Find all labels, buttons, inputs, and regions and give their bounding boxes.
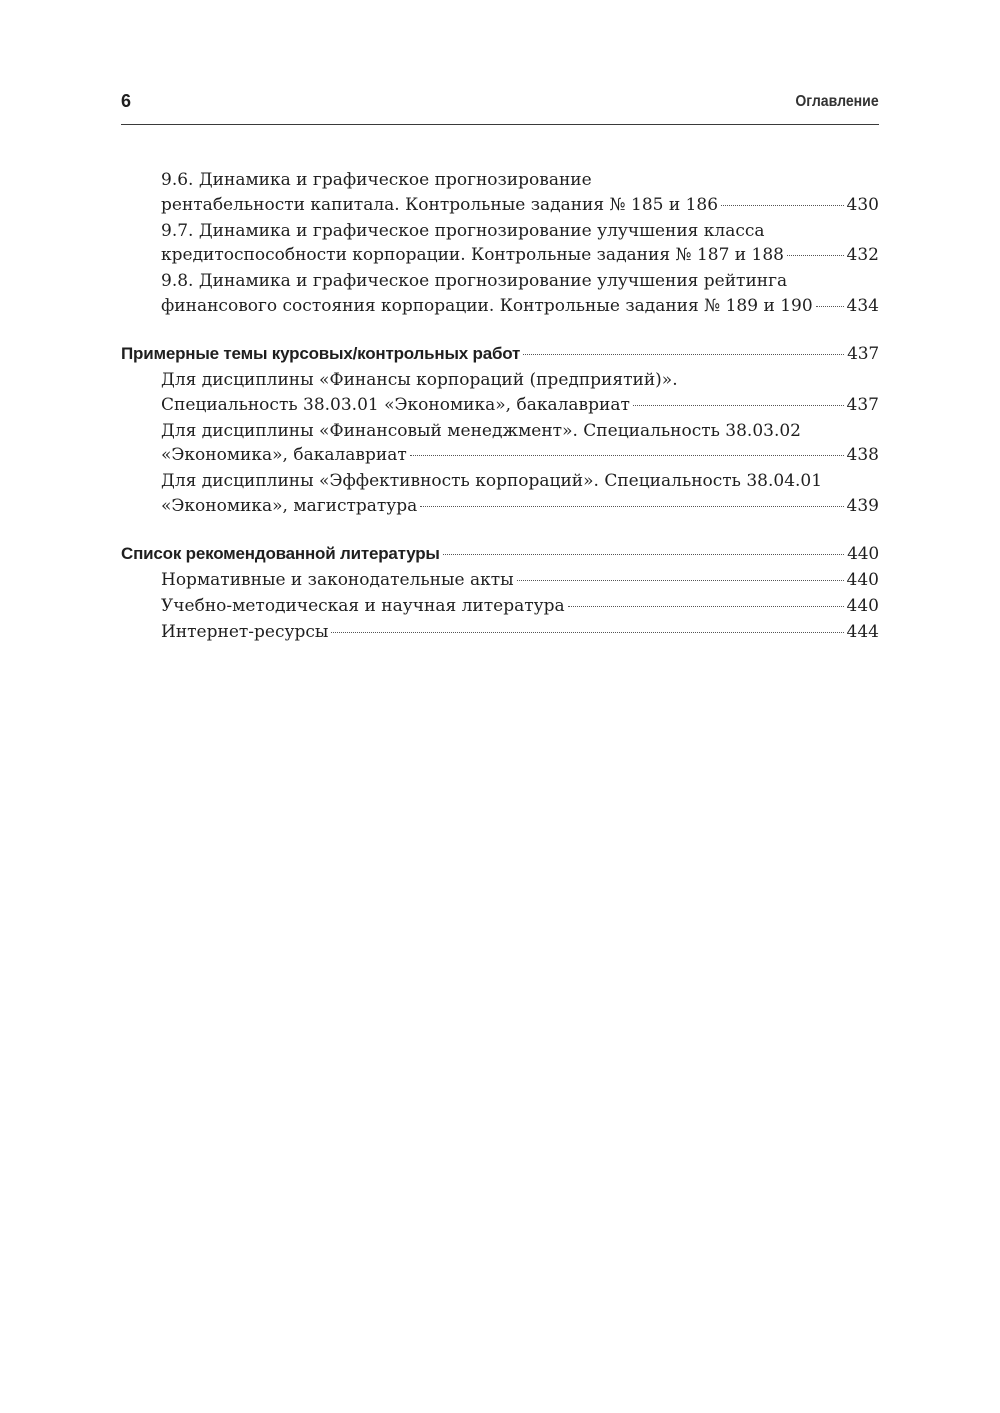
toc-page-number: 444: [846, 622, 879, 642]
dot-leader: [517, 580, 844, 581]
dot-leader: [331, 632, 843, 633]
toc-page-number: 432: [846, 245, 879, 265]
toc-page-number: 440: [846, 596, 879, 616]
running-title: Оглавление: [795, 93, 879, 110]
dot-leader: [410, 455, 844, 456]
page-header: [121, 90, 879, 125]
toc-entry-title: Для дисциплины «Эффективность корпораций». Специальность 38.04.01: [161, 471, 823, 491]
toc-entry-title: финансового состояния корпорации. Контрольные задания № 189 и 190: [161, 295, 813, 316]
toc-entry-title: Для дисциплины «Финансы корпораций (предприятий)».: [161, 370, 678, 390]
toc-entry[interactable]: [121, 368, 879, 417]
toc-entry-title: Для дисциплины «Финансовый менеджмент». Специальность 38.03.02: [161, 420, 801, 441]
toc-entry[interactable]: [121, 568, 879, 593]
page-number: 6: [121, 91, 132, 111]
toc-entry-title: рентабельности капитала. Контрольные задания № 185 и 186: [161, 194, 719, 215]
dot-leader: [787, 255, 844, 256]
toc-entry-title: Нормативные и законодательные акты: [161, 570, 514, 590]
toc-page-number: 430: [846, 194, 879, 215]
toc-page-number: 440: [846, 570, 879, 590]
table-of-contents: [121, 168, 879, 646]
toc-page-number: 439: [846, 495, 879, 516]
dot-leader: [523, 354, 844, 355]
toc-entry[interactable]: [121, 168, 879, 217]
toc-entry[interactable]: [121, 594, 879, 619]
toc-entry-title: 9.6. Динамика и графическое прогнозирование: [161, 170, 592, 190]
toc-entry-title: «Экономика», магистратура: [161, 495, 418, 516]
toc-entry-title: Интернет-ресурсы: [161, 622, 329, 642]
toc-section-title: Примерные темы курсовых/контрольных работ: [121, 344, 521, 363]
toc-section[interactable]: [121, 342, 879, 367]
dot-leader: [420, 506, 843, 507]
toc-page-number: 437: [846, 394, 879, 415]
toc-entry-title: «Экономика», бакалавриат: [161, 445, 407, 465]
toc-entry[interactable]: [121, 269, 879, 318]
toc-entry-title: Учебно-методическая и научная литература: [161, 596, 565, 616]
toc-entry[interactable]: [121, 419, 879, 468]
toc-page-number: 437: [847, 344, 879, 364]
toc-entry[interactable]: [121, 219, 879, 268]
dot-leader: [443, 554, 844, 555]
toc-entry[interactable]: [121, 469, 879, 518]
dot-leader: [633, 405, 844, 406]
toc-page-number: 434: [846, 295, 879, 316]
toc-section[interactable]: [121, 542, 879, 567]
toc-section-title: Список рекомендованной литературы: [121, 544, 440, 563]
dot-leader: [721, 205, 844, 206]
toc-entry-title: кредитоспособности корпорации. Контрольные задания № 187 и 188: [161, 245, 784, 265]
dot-leader: [568, 606, 844, 607]
toc-page-number: 438: [846, 445, 879, 465]
toc-page-number: 440: [847, 544, 879, 564]
toc-entry-title: 9.8. Динамика и графическое прогнозирование улучшения рейтинга: [161, 271, 788, 291]
dot-leader: [816, 306, 844, 307]
toc-entry[interactable]: [121, 620, 879, 645]
toc-entry-title: 9.7. Динамика и графическое прогнозирование улучшения класса: [161, 220, 765, 241]
toc-entry-title: Специальность 38.03.01 «Экономика», бакалавриат: [161, 394, 630, 415]
